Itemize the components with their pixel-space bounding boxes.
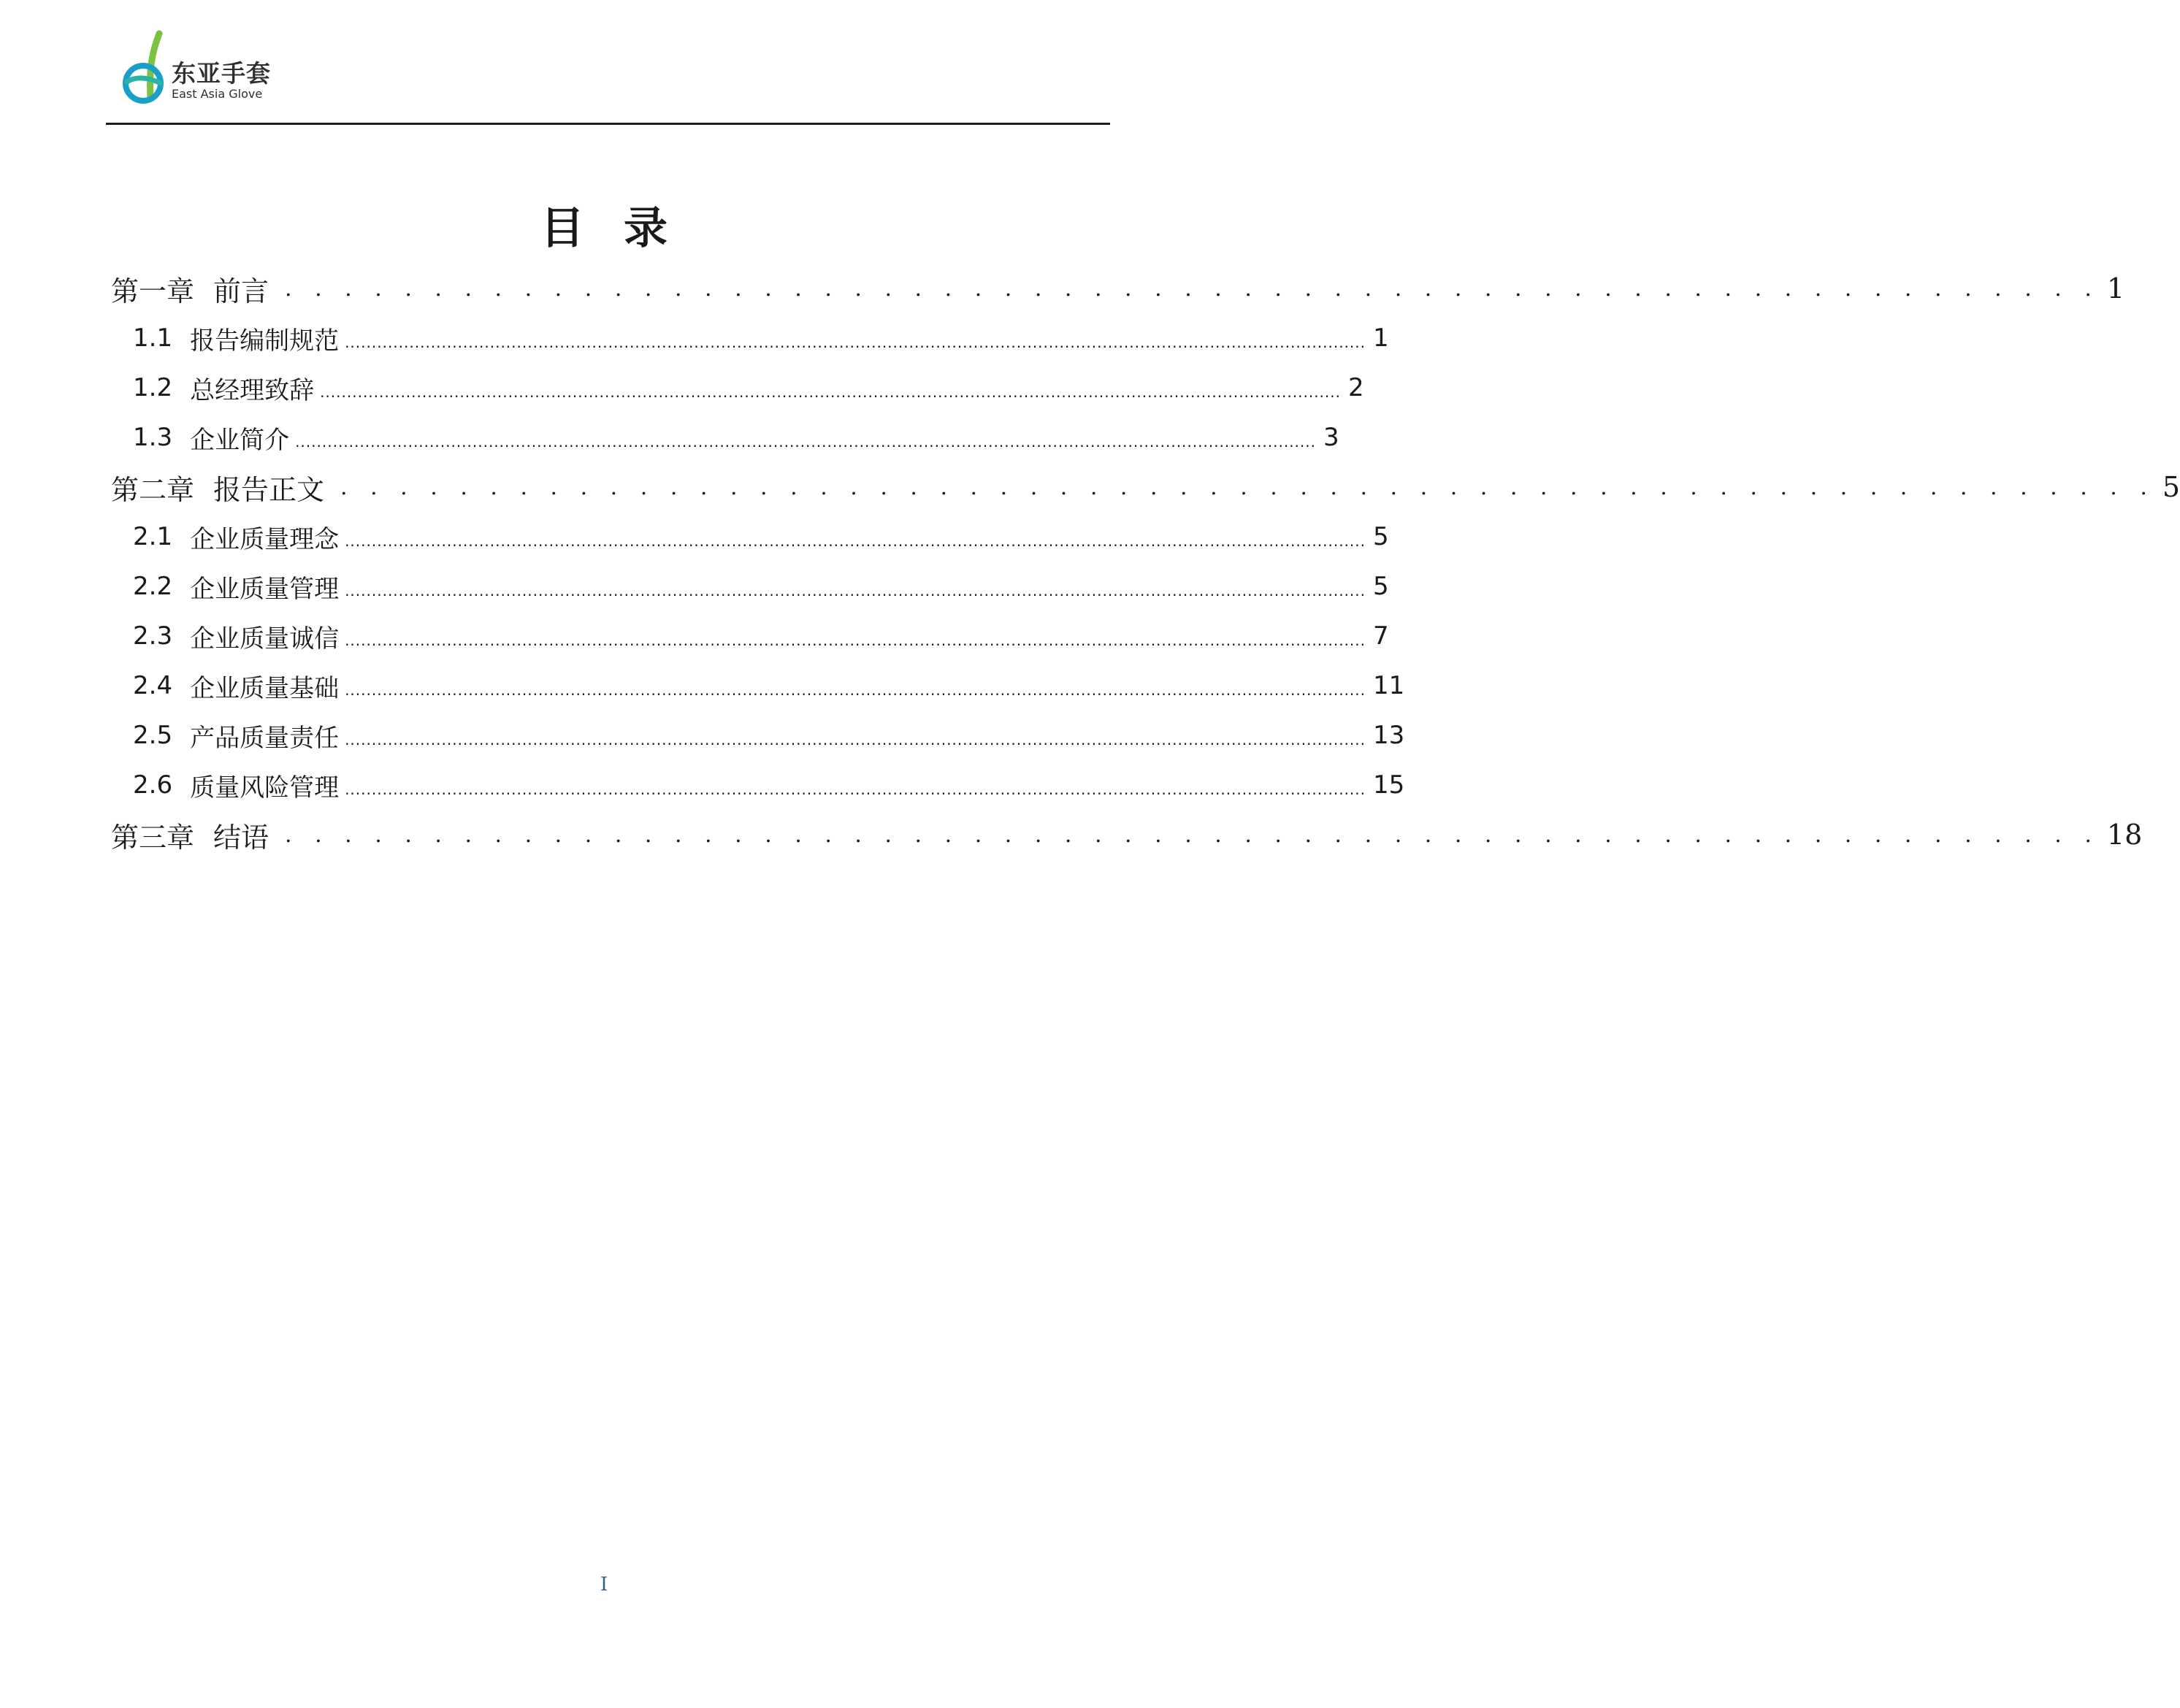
toc-entry-label: 总经理致辞 — [190, 375, 315, 405]
toc-dot-leader: .............................................................................................................................................................................................. — [345, 632, 1366, 649]
toc-entry-section-1-3[interactable] — [133, 412, 1339, 463]
toc-entry-label: 报告编制规范 — [190, 326, 340, 356]
toc-entry-label: 前言 — [213, 275, 269, 307]
toc-entry-number: 2.5 — [133, 721, 173, 750]
toc-entry-number: 1.3 — [133, 423, 173, 452]
toc-entry-label: 质量风险管理 — [190, 773, 340, 803]
toc-entry-chapter-1[interactable] — [111, 263, 2125, 314]
toc-entry-label: 企业质量基础 — [190, 673, 340, 703]
toc-dot-leader: . . . . . . . . . . . . . . . . . . . . . . . . . . . . . . . . . . . . . . . . . . . . . . . . . . . . . . . . . . . . . — [340, 474, 2155, 500]
toc-dot-leader: .............................................................................................................................................................................................. — [345, 681, 1366, 699]
toc-entry-label: 产品质量责任 — [190, 723, 340, 753]
east-asia-glove-logo-icon — [117, 31, 175, 107]
brand-name-cn: 东亚手套 — [172, 59, 271, 88]
toc-entry-page: 11 — [1373, 671, 1405, 700]
toc-entry-label: 报告正文 — [213, 473, 325, 506]
toc-title: 目录 — [540, 203, 707, 254]
toc-entry-label: 企业质量理念 — [190, 524, 340, 554]
toc-entry-page: 5 — [1373, 572, 1389, 601]
toc-entry-section-2-5[interactable] — [133, 710, 1405, 761]
toc-entry-page: 15 — [1373, 770, 1405, 800]
toc-entry-page: 2 — [1348, 373, 1364, 402]
toc-dot-leader: .............................................................................................................................................................................................. — [320, 383, 1341, 401]
toc-entry-page: 1 — [1373, 323, 1389, 353]
footer-page-number: I — [600, 1574, 608, 1596]
toc-entry-section-2-2[interactable] — [133, 561, 1389, 612]
toc-dot-leader: . . . . . . . . . . . . . . . . . . . . . . . . . . . . . . . . . . . . . . . . . . . . . . . . . . . . . . . . . . . . . — [285, 822, 2100, 848]
toc-entry-chapter-2[interactable] — [111, 462, 2180, 513]
toc-dot-leader: .............................................................................................................................................................................................. — [345, 781, 1366, 798]
brand — [172, 60, 271, 101]
toc-entry-page: 7 — [1373, 621, 1389, 651]
toc-entry-number: 2.6 — [133, 770, 173, 800]
toc-entry-number: 1.2 — [133, 373, 173, 402]
toc-dot-leader: .............................................................................................................................................................................................. — [295, 433, 1316, 451]
toc-dot-leader: .............................................................................................................................................................................................. — [345, 731, 1366, 748]
toc-entry-number: 2.3 — [133, 621, 173, 651]
toc-entry-label: 企业质量管理 — [190, 574, 340, 604]
toc-entry-page: 5 — [1373, 522, 1389, 551]
toc-entry-number: 第三章 — [111, 821, 195, 854]
toc-entry-number: 第二章 — [111, 473, 195, 506]
toc-entry-section-2-1[interactable] — [133, 511, 1389, 562]
toc-entry-label: 结语 — [213, 821, 269, 854]
toc-entry-section-2-3[interactable] — [133, 610, 1389, 662]
toc-entry-number: 2.4 — [133, 671, 173, 700]
toc-entry-page: 18 — [2106, 819, 2143, 851]
toc-entry-number: 第一章 — [111, 275, 195, 307]
toc-dot-leader: .............................................................................................................................................................................................. — [345, 582, 1366, 600]
toc-entry-page: 1 — [2106, 272, 2125, 305]
toc-entry-page: 3 — [1323, 423, 1339, 452]
toc-entry-section-1-2[interactable] — [133, 362, 1364, 413]
page-header — [106, 29, 1110, 125]
toc-entry-number: 1.1 — [133, 323, 173, 353]
toc-dot-leader: .............................................................................................................................................................................................. — [345, 334, 1366, 351]
toc-dot-leader: .............................................................................................................................................................................................. — [345, 532, 1366, 550]
toc-entry-section-2-6[interactable] — [133, 759, 1405, 811]
brand-name-en: East Asia Glove — [172, 87, 263, 101]
toc-entry-page: 5 — [2162, 471, 2180, 503]
toc-entry-label: 企业质量诚信 — [190, 624, 340, 654]
toc-entry-section-2-4[interactable] — [133, 660, 1405, 711]
toc-entry-number: 2.1 — [133, 522, 173, 551]
toc-dot-leader: . . . . . . . . . . . . . . . . . . . . . . . . . . . . . . . . . . . . . . . . . . . . . . . . . . . . . . . . . . . . . — [285, 275, 2100, 302]
toc-entry-page: 13 — [1373, 721, 1405, 750]
toc-entry-label: 企业简介 — [190, 425, 290, 455]
toc-entry-number: 2.2 — [133, 572, 173, 601]
toc-entry-section-1-1[interactable] — [133, 313, 1389, 364]
toc-entry-chapter-3[interactable] — [111, 809, 2143, 860]
